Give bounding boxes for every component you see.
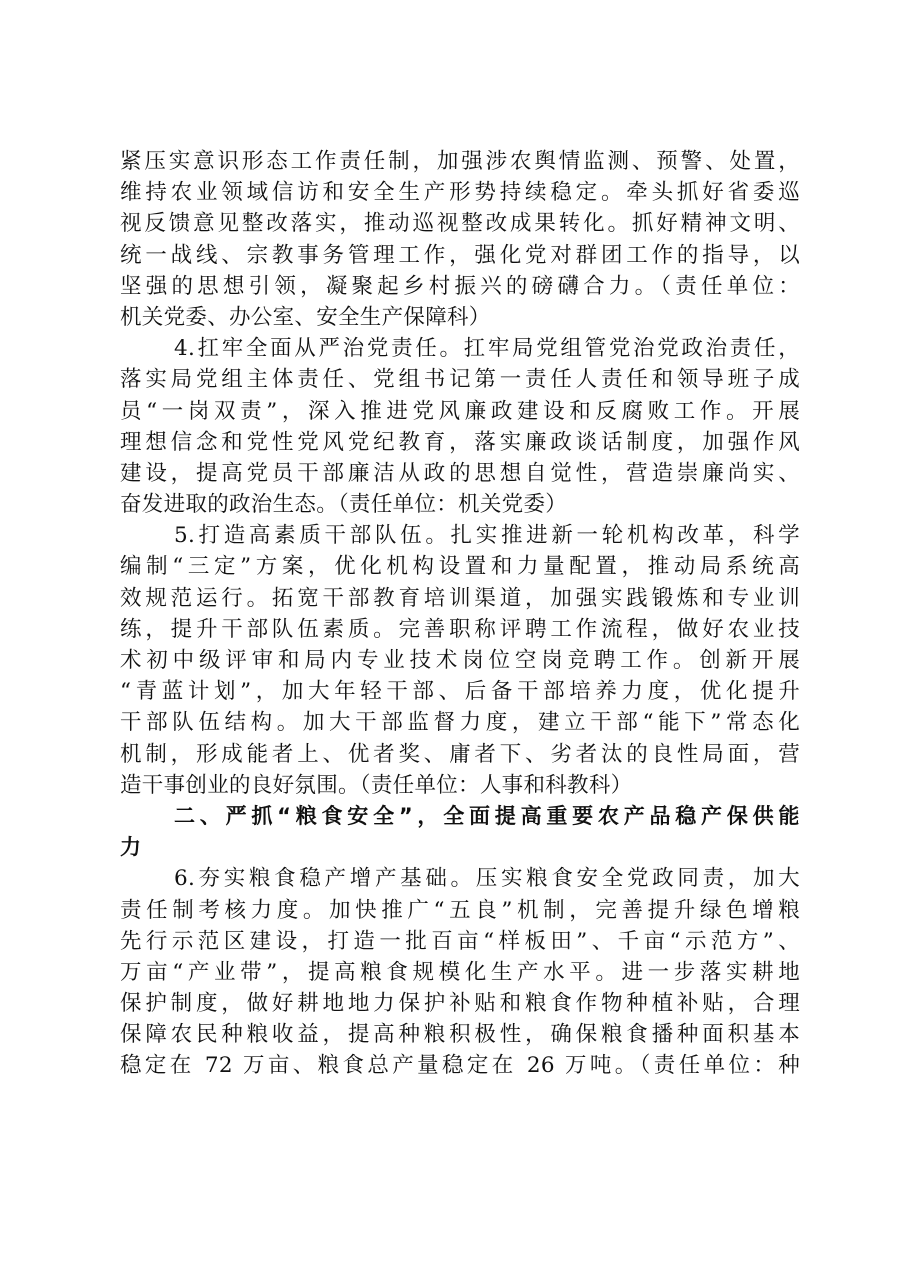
text-line: 5.打造高素质干部队伍。扎实推进新一轮机构改革，科学 <box>174 523 800 549</box>
text-line: 干部队伍结构。加大干部监督力度，建立干部“能下”常态化 <box>120 710 800 736</box>
text-line: 先行示范区建设，打造一批百亩“样板田”、千亩“示范方”、 <box>120 928 800 954</box>
text-line: 机关党委、办公室、安全生产保障科） <box>120 304 491 330</box>
text-line: 视反馈意见整改落实，推动巡视整改成果转化。抓好精神文明、 <box>120 211 800 237</box>
text-line: 理想信念和党性党风党纪教育，落实廉政谈话制度，加强作风 <box>120 429 800 455</box>
text-line: 统一战线、宗教事务管理工作，强化党对群团工作的指导，以 <box>120 242 800 268</box>
paragraph-item-5 <box>120 520 800 801</box>
text-line: 4.扛牢全面从严治党责任。扛牢局党组管党治党政治责任， <box>174 336 800 362</box>
text-line: 万亩“产业带”，提高粮食规模化生产水平。进一步落实耕地 <box>120 959 800 985</box>
text-line: 建设，提高党员干部廉洁从政的思想自觉性，营造崇廉尚实、 <box>120 460 800 486</box>
text-line: 维持农业领域信访和安全生产形势持续稳定。牵头抓好省委巡 <box>120 180 800 206</box>
text-line: 落实局党组主体责任、党组书记第一责任人责任和领导班子成 <box>120 367 800 393</box>
text-line: 责任制考核力度。加快推广“五良”机制，完善提升绿色增粮 <box>120 897 800 923</box>
text-line: “青蓝计划”，加大年轻干部、后备干部培养力度，优化提升 <box>120 679 800 705</box>
text-line: 效规范运行。拓宽干部教育培训渠道，加强实践锻炼和专业训 <box>120 585 800 611</box>
section-heading <box>120 801 800 863</box>
text-line: 员“一岗双责”，深入推进党风廉政建设和反腐败工作。开展 <box>120 398 800 424</box>
heading-line: 二、严抓“粮食安全”，全面提高重要农产品稳产保供能 <box>174 803 800 828</box>
text-line: 机制，形成能者上、优者奖、庸者下、劣者汰的良性局面，营 <box>120 741 800 767</box>
text-line: 稳定在 72 万亩、粮食总产量稳定在 26 万吨。（责任单位：种 <box>120 1053 800 1079</box>
text-line: 6.夯实粮食稳产增产基础。压实粮食安全党政同责，加大 <box>174 866 800 892</box>
text-line: 术初中级评审和局内专业技术岗位空岗竞聘工作。创新开展 <box>120 648 800 673</box>
text-line: 保护制度，做好耕地地力保护补贴和粮食作物种植补贴，合理 <box>120 991 800 1017</box>
text-line: 奋发进取的政治生态。（责任单位：机关党委） <box>120 492 568 518</box>
paragraph-item-6 <box>120 863 800 1081</box>
text-line: 造干事创业的良好氛围。（责任单位：人事和科教科） <box>120 772 633 798</box>
paragraph-item-4 <box>120 333 800 520</box>
text-line: 练，提升干部队伍素质。完善职称评聘工作流程，做好农业技 <box>120 616 800 642</box>
text-line: 坚强的思想引领，凝聚起乡村振兴的磅礴合力。（责任单位： <box>120 273 800 299</box>
text-line: 紧压实意识形态工作责任制，加强涉农舆情监测、预警、处置， <box>120 149 800 174</box>
paragraph-ideology-continuation <box>120 146 800 333</box>
text-line: 编制“三定”方案，优化机构设置和力量配置，推动局系统高 <box>120 554 800 580</box>
document-page <box>120 146 800 1082</box>
heading-line: 力 <box>120 835 142 860</box>
text-line: 保障农民种粮收益，提高种粮积极性，确保粮食播种面积基本 <box>120 1022 800 1048</box>
